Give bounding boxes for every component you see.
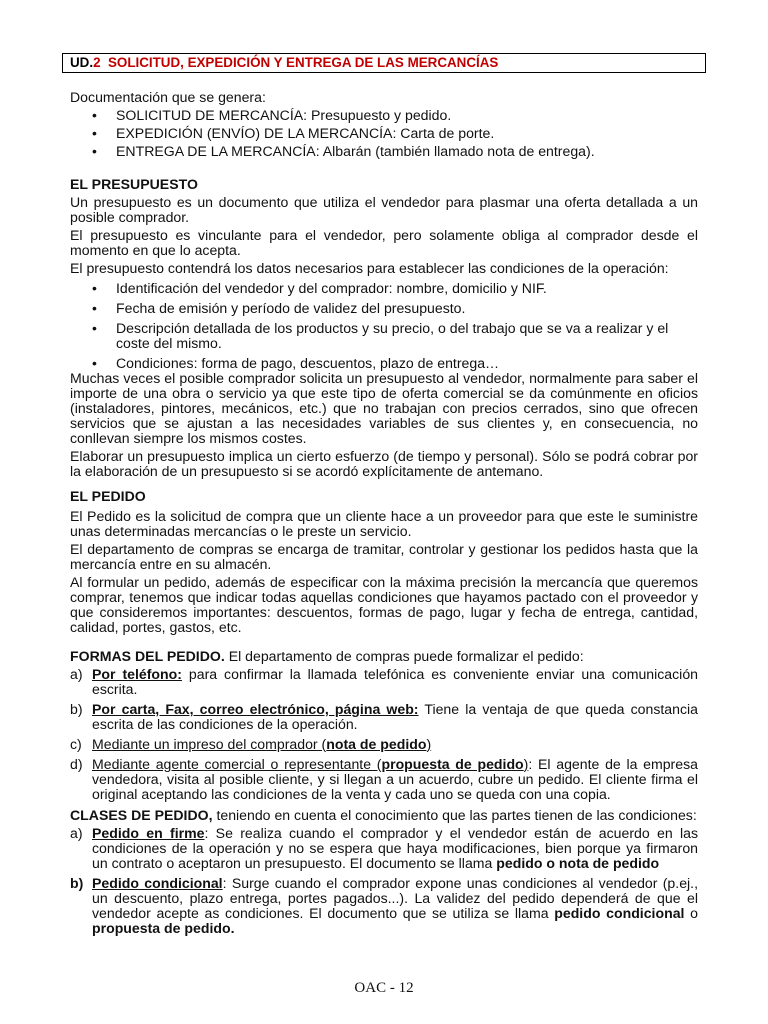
section-heading-pedido: EL PEDIDO <box>70 488 146 504</box>
list-item: d) Mediante agente comercial o representante (propuesta de pedido): El agente de la empresa vendedora, visita al posible cliente, y si llegan a un acuerdo, cubre un pedido. El cliente firma el original aceptando las condiciones de la venta y cada uno se queda con una copia. <box>70 756 698 802</box>
list-item: • ENTREGA DE LA MERCANCÍA: Albarán (también llamado nota de entrega). <box>70 144 698 159</box>
list-item: b) Por carta, Fax, correo electrónico, página web: Tiene la ventaja de que queda constancia escrita de las condiciones de la operación. <box>70 701 698 732</box>
paragraph: Al formular un pedido, además de especificar con la máxima precisión la mercancía que queremos comprar, tenemos que indicar todas aquellas condiciones que hayamos pactado con el proveedor y que consideremos importantes: descuentos, formas de pago, lugar y fecha de entrega, cantidad, calidad, portes, gastos, etc. <box>70 574 698 635</box>
unit-code: UD. <box>70 55 94 70</box>
list-item: • Condiciones: forma de pago, descuentos, plazo de entrega… <box>70 356 698 371</box>
paragraph: El departamento de compras se encarga de tramitar, controlar y gestionar los pedidos hasta que la mercancía entre en su almacén. <box>70 541 698 572</box>
paragraph: Muchas veces el posible comprador solicita un presupuesto al vendedor, normalmente para saber el importe de una obra o servicio ya que este tipo de oferta comercial se da comúnmente en oficios (instaladores, pintores, mecánicos, etc.) que no trabajan con precios cerrados, sino que ofrecen servicios que se ajustan a las necesidades variables de sus clientes y, en consecuencia, no conllevan siempre los mismos costes. <box>70 370 698 446</box>
unit-title: SOLICITUD, EXPEDICIÓN Y ENTREGA DE LAS MERCANCÍAS <box>107 55 499 70</box>
section-heading-clases: CLASES DE PEDIDO, <box>70 807 213 823</box>
section-heading-presupuesto: EL PRESUPUESTO <box>70 176 198 192</box>
list-item: • Fecha de emisión y período de validez del presupuesto. <box>70 301 698 316</box>
document-body <box>70 90 698 936</box>
unit-header <box>62 53 706 73</box>
formas-list <box>70 667 698 802</box>
paragraph: Un presupuesto es un documento que utiliza el vendedor para plasmar una oferta detallada a un posible comprador. <box>70 194 698 225</box>
intro-list <box>70 108 698 159</box>
list-item: • SOLICITUD DE MERCANCÍA: Presupuesto y pedido. <box>70 108 698 123</box>
intro-lead: Documentación que se genera: <box>70 89 266 105</box>
formas-lead: FORMAS DEL PEDIDO. El departamento de compras puede formalizar el pedido: <box>70 648 584 664</box>
unit-number: 2 <box>93 55 101 70</box>
list-item: a) Por teléfono: para confirmar la llamada telefónica es conveniente enviar una comunicación escrita. <box>70 666 698 697</box>
clases-list <box>70 826 698 936</box>
clases-lead: CLASES DE PEDIDO, teniendo en cuenta el conocimiento que las partes tienen de las condiciones: <box>70 807 697 823</box>
paragraph: El presupuesto es vinculante para el vendedor, pero solamente obliga al comprador desde el momento en que lo acepta. <box>70 227 698 258</box>
presupuesto-list <box>70 281 698 371</box>
list-item: • Identificación del vendedor y del comprador: nombre, domicilio y NIF. <box>70 281 698 296</box>
section-heading-formas: FORMAS DEL PEDIDO. <box>70 648 225 664</box>
page-number: OAC - 12 <box>354 980 414 996</box>
list-item: • Descripción detallada de los productos y su precio, o del trabajo que se va a realizar y el coste del mismo. <box>70 321 698 351</box>
paragraph: El presupuesto contendrá los datos necesarios para establecer las condiciones de la operación: <box>70 260 669 276</box>
list-item: c) Mediante un impreso del comprador (nota de pedido) <box>70 736 432 752</box>
list-item: a) Pedido en firme: Se realiza cuando el comprador y el vendedor están de acuerdo en las condiciones de la operación y no se espera que haya modificaciones, bien porque ya firmaron un contrato o aceptaron un presupuesto. El documento se llama pedido o nota de pedido <box>70 825 698 871</box>
paragraph: Elaborar un presupuesto implica un cierto esfuerzo (de tiempo y personal). Sólo se podrá cobrar por la elaboración de un presupuesto si se acordó explícitamente de antemano. <box>70 448 698 479</box>
list-item: • EXPEDICIÓN (ENVÍO) DE LA MERCANCÍA: Carta de porte. <box>70 126 698 141</box>
list-item: b) Pedido condicional: Surge cuando el comprador expone unas condiciones al vendedor (p.ej., un descuento, plazo entrega, portes pagados...). La validez del pedido dependerá de que el vendedor acepte as condiciones. El documento que se utiliza se llama pedido condicional o propuesta de pedido. <box>70 875 698 936</box>
paragraph: El Pedido es la solicitud de compra que un cliente hace a un proveedor para que este le suministre unas determinadas mercancías o le preste un servicio. <box>70 508 698 539</box>
